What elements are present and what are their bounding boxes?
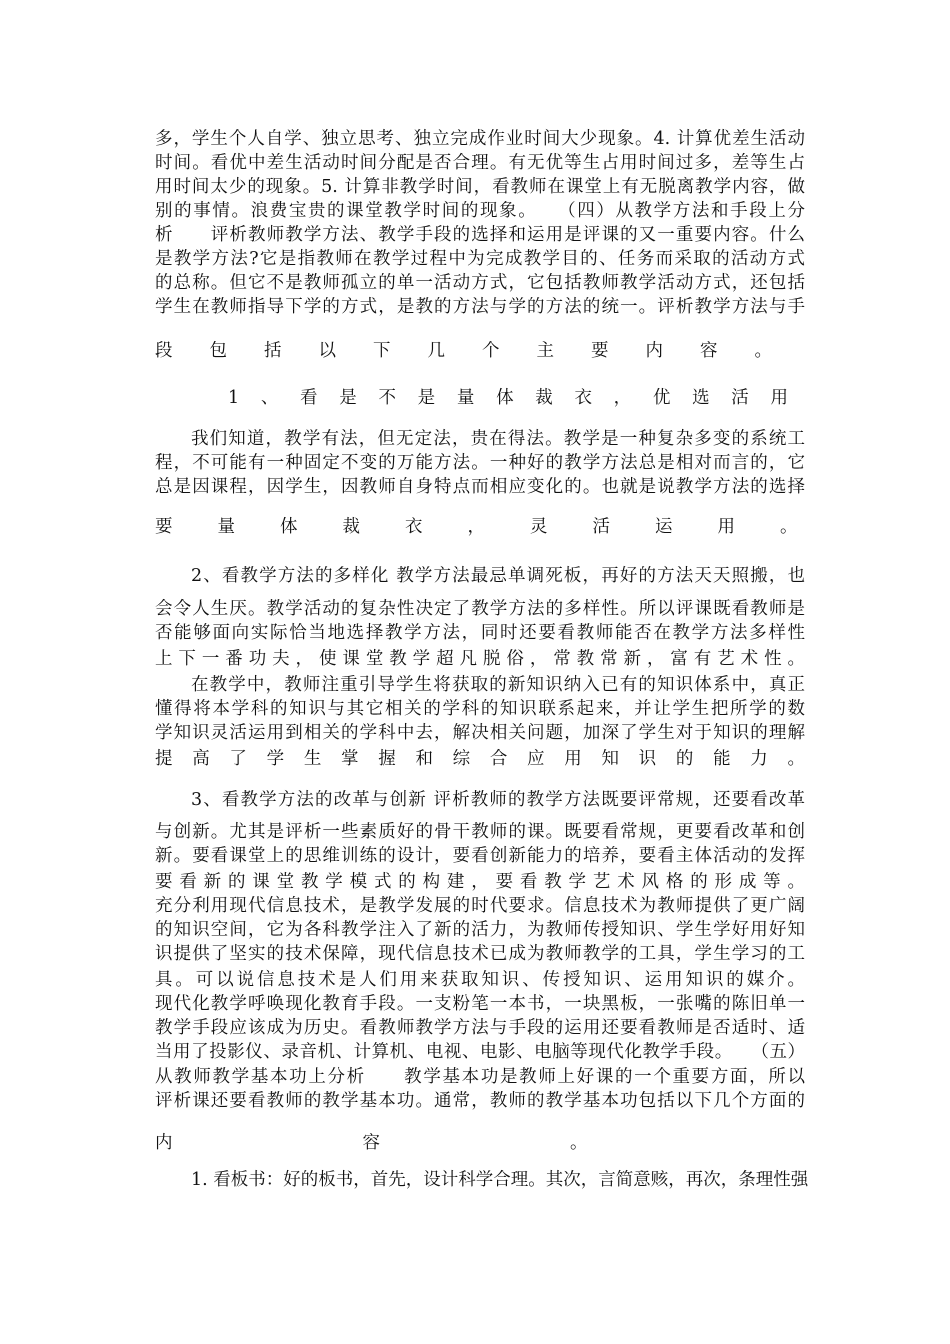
text-line: 我们知道，教学有法，但无定法，贵在得法。教学是一种复杂多变的系统工 [191, 429, 805, 449]
text-line: 程，不可能有一种固定不变的万能方法。一种好的教学方法总是相对而言的，它 [155, 453, 805, 473]
text-line: 是教学方法?它是指教师在教学过程中为完成教学目的、任务而采取的活动方式 [155, 249, 805, 269]
text-line: 用时间太少的现象。5. 计算非教学时间，看教师在课堂上有无脱离教学内容，做 [155, 177, 805, 197]
text-line: 现代化教学呼唤现化教育手段。一支粉笔一本书，一块黑板，一张嘴的陈旧单一 [155, 994, 805, 1014]
text-line: 评析课还要看教师的教学基本功。通常，教师的教学基本功包括以下几个方面的 [155, 1091, 805, 1111]
text-line: 1. 看板书：好的板书，首先，设计科学合理。其次，言简意赅，再次，条理性强 [191, 1170, 809, 1190]
text-line: 要量体裁衣，灵活运用。 [155, 517, 843, 537]
section-heading: 1、看是不是量体裁衣，优选活用 [228, 388, 788, 408]
text-line: 3、看教学方法的改革与创新 评析教师的教学方法既要评常规，还要看改革 [191, 790, 805, 810]
text-line: 内容。 [155, 1133, 778, 1153]
text-line: 与创新。尤其是评析一些素质好的骨干教师的课。既要看常规，更要看改革和创 [155, 822, 805, 842]
text-line: 从教师教学基本功上分析 教学基本功是教师上好课的一个重要方面，所以 [155, 1067, 805, 1087]
text-line: 当用了投影仪、录音机、计算机、电视、电影、电脑等现代化教学手段。 （五） [155, 1042, 805, 1062]
text-line: 新。要看课堂上的思维训练的设计，要看创新能力的培养，要看主体活动的发挥 [155, 846, 805, 866]
text-line: 充分利用现代信息技术，是教学发展的时代要求。信息技术为教师提供了更广阔 [155, 896, 805, 916]
text-line: 上下一番功夫，使课堂教学超凡脱俗，常教常新，富有艺术性。 [155, 649, 805, 669]
text-line: 学生在教师指导下学的方式，是教的方法与学的方法的统一。评析教学方法与手 [155, 297, 805, 317]
text-line: 的知识空间，它为各科教学注入了新的活力，为教师传授知识、学生学好用好知 [155, 920, 805, 940]
text-line: 别的事情。浪费宝贵的课堂教学时间的现象。 （四）从教学方法和手段上分 [155, 201, 805, 221]
text-line: 否能够面向实际恰当地选择教学方法，同时还要看教师能否在教学方法多样性 [155, 623, 805, 643]
text-line: 析 评析教师教学方法、教学手段的选择和运用是评课的又一重要内容。什么 [155, 225, 805, 245]
text-line: 识提供了坚实的技术保障，现代信息技术已成为教师教学的工具，学生学习的工 [155, 944, 805, 964]
text-line: 段包括以下几个主要内容。 [155, 341, 809, 361]
text-line: 在教学中，教师注重引导学生将获取的新知识纳入已有的知识体系中，真正 [191, 675, 805, 695]
text-line: 的总称。但它不是教师孤立的单一活动方式，它包括教师教学活动方式，还包括 [155, 273, 805, 293]
text-line: 多，学生个人自学、独立思考、独立完成作业时间大少现象。4. 计算优差生活动 [155, 129, 805, 149]
text-line: 教学手段应该成为历史。看教师教学方法与手段的运用还要看教师是否适时、适 [155, 1018, 805, 1038]
text-line: 时间。看优中差生活动时间分配是否合理。有无优等生占用时间过多，差等生占 [155, 153, 805, 173]
text-line: 懂得将本学科的知识与其它相关的学科的知识联系起来，并让学生把所学的数 [155, 699, 805, 719]
text-line: 提高了学生掌握和综合应用知识的能力。 [155, 749, 805, 769]
text-line: 要看新的课堂教学模式的构建，要看教学艺术风格的形成等。 [155, 872, 805, 892]
text-line: 总是因课程，因学生，因教师自身特点而相应变化的。也就是说教学方法的选择 [155, 477, 805, 497]
text-line: 具。可以说信息技术是人们用来获取知识、传授知识、运用知识的媒介。 [155, 970, 805, 990]
text-line: 学知识灵活运用到相关的学科中去，解决相关问题，加深了学生对于知识的理解 [155, 723, 805, 743]
text-line: 2、看教学方法的多样化 教学方法最忌单调死板，再好的方法天天照搬，也 [191, 566, 805, 586]
text-line: 会令人生厌。教学活动的复杂性决定了教学方法的多样性。所以评课既看教师是 [155, 599, 805, 619]
